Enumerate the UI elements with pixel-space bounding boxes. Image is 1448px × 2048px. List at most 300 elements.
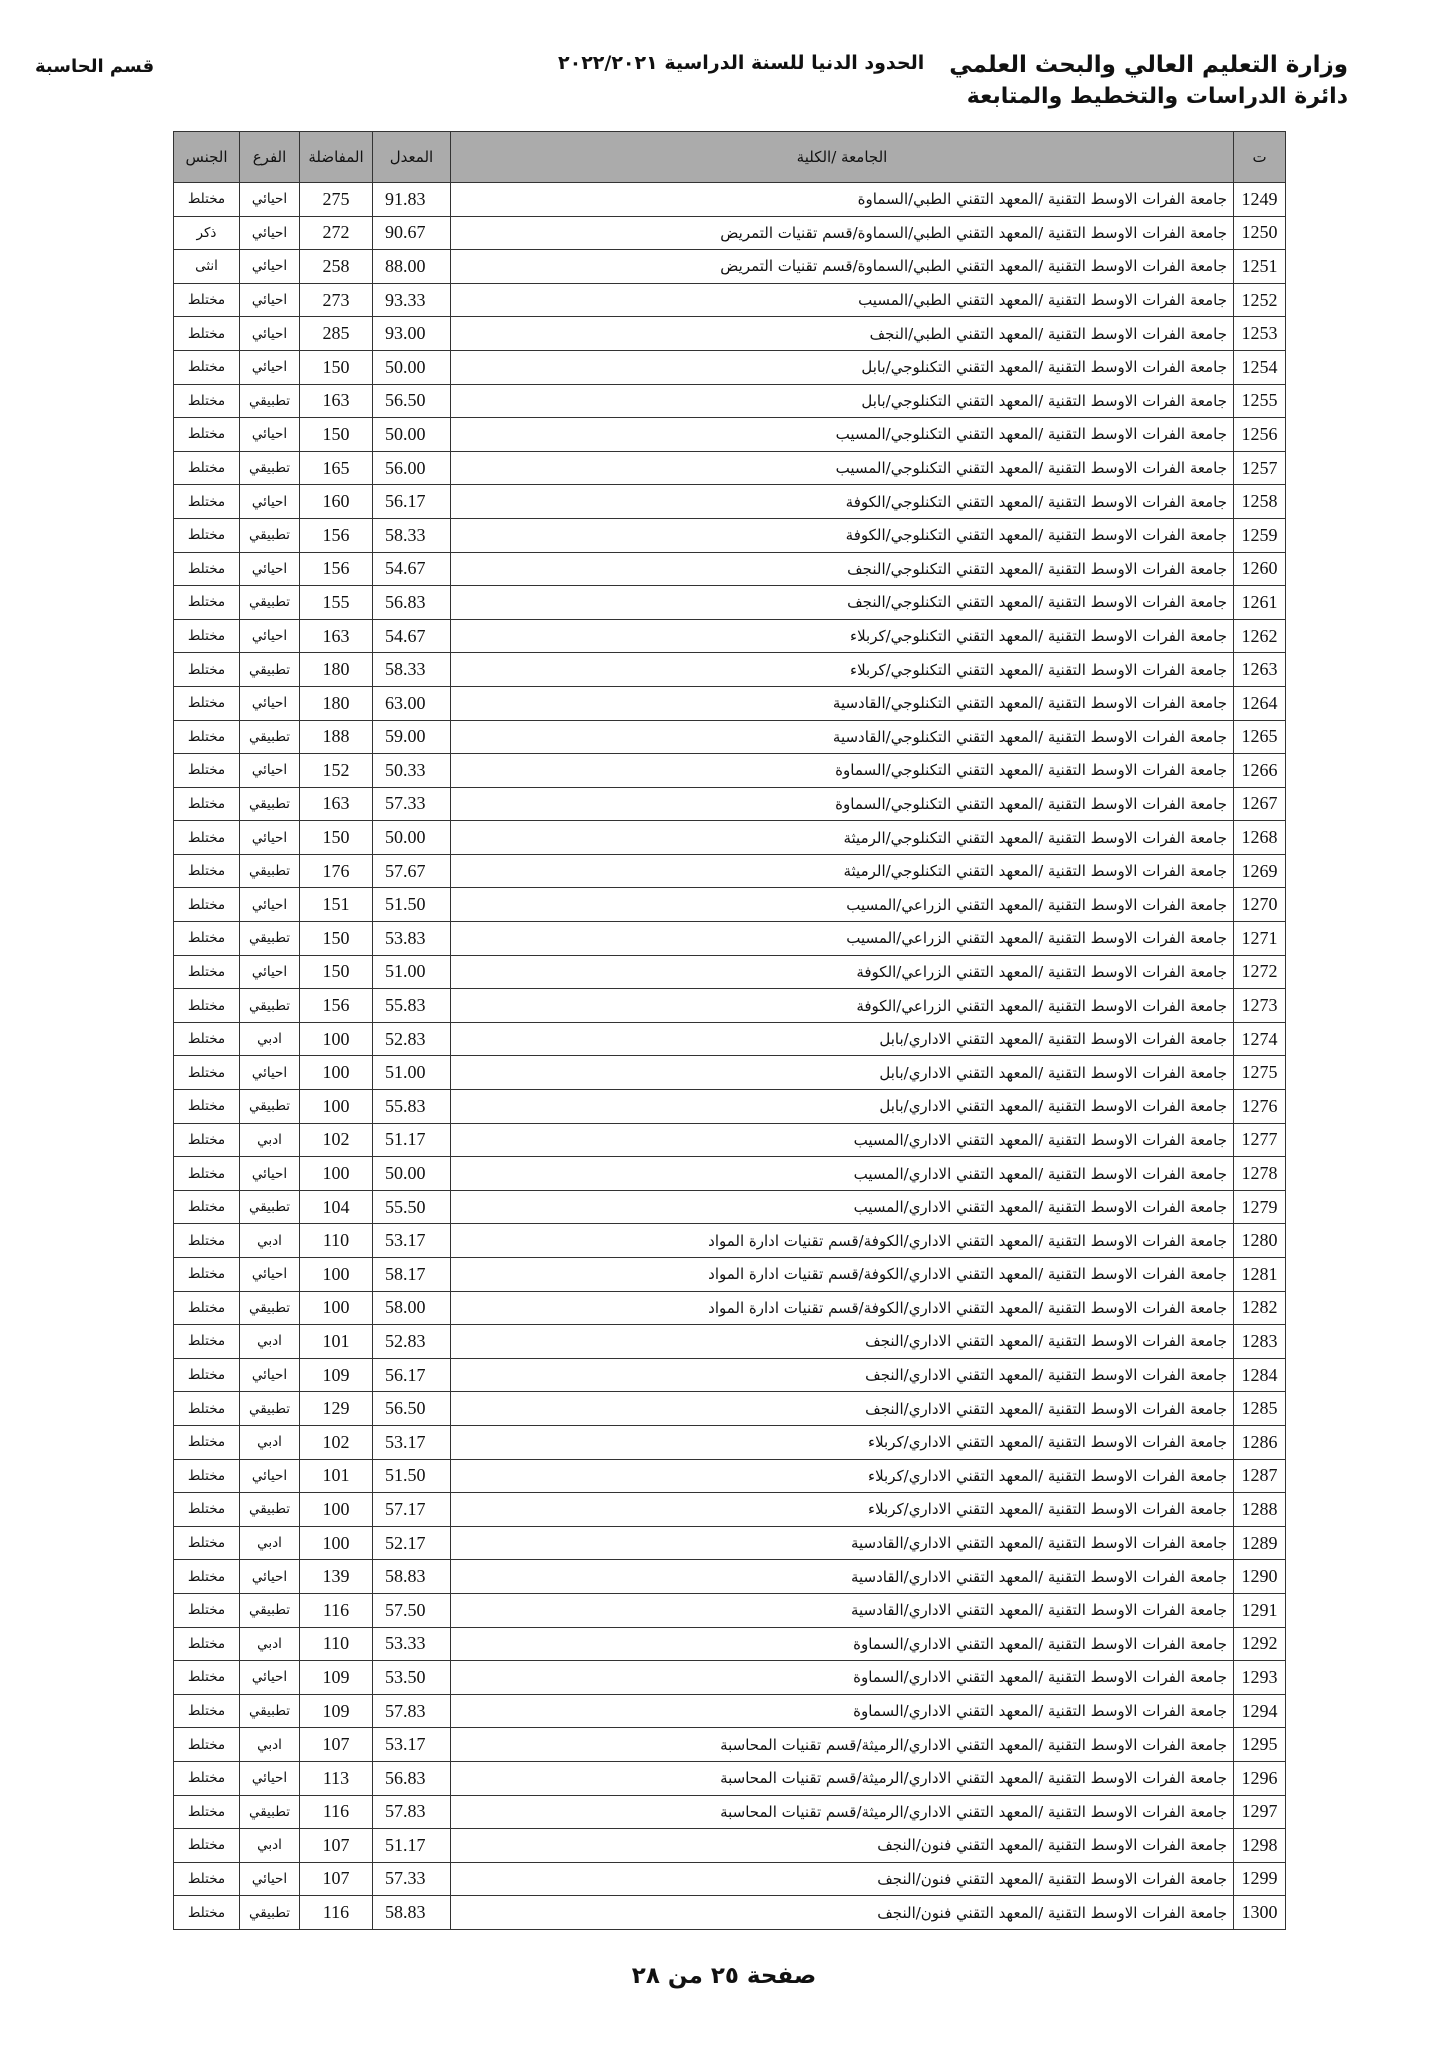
preference-score-cell: 100 xyxy=(300,1157,373,1191)
row-number-cell: 1297 xyxy=(1234,1795,1286,1829)
row-number-cell: 1298 xyxy=(1234,1829,1286,1863)
university-college-cell: جامعة الفرات الاوسط التقنية /المعهد التقني التكنلوجي/السماوة xyxy=(451,754,1234,788)
preference-score-cell: 285 xyxy=(300,317,373,351)
university-college-cell: جامعة الفرات الاوسط التقنية /المعهد التقني التكنلوجي/الرميثة xyxy=(451,821,1234,855)
gender-cell: مختلط xyxy=(174,1795,240,1829)
branch-cell: احيائي xyxy=(240,1661,300,1695)
gender-cell: مختلط xyxy=(174,418,240,452)
table-row xyxy=(174,1493,1286,1527)
row-number-cell: 1266 xyxy=(1234,754,1286,788)
preference-score-cell: 116 xyxy=(300,1896,373,1930)
gender-cell: مختلط xyxy=(174,922,240,956)
preference-score-cell: 163 xyxy=(300,619,373,653)
university-college-cell: جامعة الفرات الاوسط التقنية /المعهد التقني التكنلوجي/القادسية xyxy=(451,720,1234,754)
table-row xyxy=(174,619,1286,653)
university-college-cell: جامعة الفرات الاوسط التقنية /المعهد التقني الاداري/كربلاء xyxy=(451,1459,1234,1493)
average-cell: 57.67 xyxy=(373,854,451,888)
average-cell: 52.17 xyxy=(373,1526,451,1560)
branch-cell: تطبيقي xyxy=(240,922,300,956)
preference-score-cell: 102 xyxy=(300,1425,373,1459)
preference-score-cell: 155 xyxy=(300,586,373,620)
university-college-cell: جامعة الفرات الاوسط التقنية /المعهد التقني الطبي/النجف xyxy=(451,317,1234,351)
table-row xyxy=(174,418,1286,452)
average-cell: 51.17 xyxy=(373,1829,451,1863)
university-college-cell: جامعة الفرات الاوسط التقنية /المعهد التقني التكنلوجي/الكوفة xyxy=(451,485,1234,519)
table-header-row xyxy=(174,132,1286,183)
university-college-cell: جامعة الفرات الاوسط التقنية /المعهد التقني الاداري/النجف xyxy=(451,1325,1234,1359)
university-college-cell: جامعة الفرات الاوسط التقنية /المعهد التقني الاداري/المسيب xyxy=(451,1157,1234,1191)
average-cell: 57.33 xyxy=(373,1862,451,1896)
average-cell: 91.83 xyxy=(373,183,451,217)
row-number-cell: 1283 xyxy=(1234,1325,1286,1359)
preference-score-cell: 156 xyxy=(300,989,373,1023)
average-cell: 56.83 xyxy=(373,586,451,620)
average-cell: 50.00 xyxy=(373,1157,451,1191)
gender-cell: مختلط xyxy=(174,1425,240,1459)
average-cell: 58.00 xyxy=(373,1291,451,1325)
university-college-cell: جامعة الفرات الاوسط التقنية /المعهد التقني التكنلوجي/المسيب xyxy=(451,418,1234,452)
col-header-average: المعدل xyxy=(373,132,451,183)
col-header-preference: المفاضلة xyxy=(300,132,373,183)
table-row xyxy=(174,955,1286,989)
average-cell: 56.00 xyxy=(373,451,451,485)
preference-score-cell: 150 xyxy=(300,922,373,956)
preference-score-cell: 116 xyxy=(300,1593,373,1627)
preference-score-cell: 109 xyxy=(300,1358,373,1392)
row-number-cell: 1250 xyxy=(1234,216,1286,250)
table-row xyxy=(174,1190,1286,1224)
row-number-cell: 1284 xyxy=(1234,1358,1286,1392)
table-row xyxy=(174,1258,1286,1292)
preference-score-cell: 129 xyxy=(300,1392,373,1426)
average-cell: 51.00 xyxy=(373,1056,451,1090)
gender-cell: مختلط xyxy=(174,350,240,384)
branch-cell: احيائي xyxy=(240,821,300,855)
university-college-cell: جامعة الفرات الاوسط التقنية /المعهد التقني فنون/النجف xyxy=(451,1829,1234,1863)
table-row xyxy=(174,989,1286,1023)
preference-score-cell: 100 xyxy=(300,1291,373,1325)
branch-cell: احيائي xyxy=(240,1358,300,1392)
gender-cell: مختلط xyxy=(174,686,240,720)
gender-cell: مختلط xyxy=(174,518,240,552)
row-number-cell: 1262 xyxy=(1234,619,1286,653)
row-number-cell: 1253 xyxy=(1234,317,1286,351)
branch-cell: تطبيقي xyxy=(240,1190,300,1224)
branch-cell: ادبي xyxy=(240,1425,300,1459)
table-row xyxy=(174,1661,1286,1695)
branch-cell: احيائي xyxy=(240,686,300,720)
table-row xyxy=(174,720,1286,754)
preference-score-cell: 100 xyxy=(300,1022,373,1056)
table-row xyxy=(174,451,1286,485)
university-college-cell: جامعة الفرات الاوسط التقنية /المعهد التقني الطبي/السماوة/قسم تقنيات التمريض xyxy=(451,250,1234,284)
gender-cell: مختلط xyxy=(174,1661,240,1695)
branch-cell: تطبيقي xyxy=(240,787,300,821)
university-college-cell: جامعة الفرات الاوسط التقنية /المعهد التقني فنون/النجف xyxy=(451,1862,1234,1896)
gender-cell: مختلط xyxy=(174,317,240,351)
preference-score-cell: 156 xyxy=(300,552,373,586)
gender-cell: مختلط xyxy=(174,1627,240,1661)
gender-cell: مختلط xyxy=(174,1728,240,1762)
branch-cell: احيائي xyxy=(240,1862,300,1896)
branch-cell: احيائي xyxy=(240,1459,300,1493)
table-row xyxy=(174,1425,1286,1459)
average-cell: 54.67 xyxy=(373,619,451,653)
branch-cell: تطبيقي xyxy=(240,1795,300,1829)
preference-score-cell: 180 xyxy=(300,686,373,720)
branch-cell: تطبيقي xyxy=(240,1493,300,1527)
table-row xyxy=(174,1157,1286,1191)
preference-score-cell: 258 xyxy=(300,250,373,284)
university-college-cell: جامعة الفرات الاوسط التقنية /المعهد التقني الاداري/الكوفة/قسم تقنيات ادارة المواد xyxy=(451,1224,1234,1258)
preference-score-cell: 102 xyxy=(300,1123,373,1157)
average-cell: 90.67 xyxy=(373,216,451,250)
average-cell: 57.83 xyxy=(373,1694,451,1728)
preference-score-cell: 101 xyxy=(300,1459,373,1493)
branch-cell: احيائي xyxy=(240,619,300,653)
table-row xyxy=(174,787,1286,821)
average-cell: 56.50 xyxy=(373,384,451,418)
average-cell: 53.50 xyxy=(373,1661,451,1695)
gender-cell: مختلط xyxy=(174,1090,240,1124)
university-college-cell: جامعة الفرات الاوسط التقنية /المعهد التقني الاداري/كربلاء xyxy=(451,1425,1234,1459)
gender-cell: مختلط xyxy=(174,586,240,620)
branch-cell: احيائي xyxy=(240,888,300,922)
gender-cell: مختلط xyxy=(174,1190,240,1224)
university-college-cell: جامعة الفرات الاوسط التقنية /المعهد التقني الاداري/بابل xyxy=(451,1090,1234,1124)
gender-cell: مختلط xyxy=(174,787,240,821)
gender-cell: مختلط xyxy=(174,1459,240,1493)
gender-cell: مختلط xyxy=(174,653,240,687)
average-cell: 51.50 xyxy=(373,1459,451,1493)
gender-cell: مختلط xyxy=(174,955,240,989)
university-college-cell: جامعة الفرات الاوسط التقنية /المعهد التقني التكنلوجي/بابل xyxy=(451,350,1234,384)
table-row xyxy=(174,586,1286,620)
gender-cell: مختلط xyxy=(174,1862,240,1896)
gender-cell: مختلط xyxy=(174,854,240,888)
university-college-cell: جامعة الفرات الاوسط التقنية /المعهد التقني التكنلوجي/كربلاء xyxy=(451,653,1234,687)
university-college-cell: جامعة الفرات الاوسط التقنية /المعهد التقني الاداري/بابل xyxy=(451,1022,1234,1056)
row-number-cell: 1286 xyxy=(1234,1425,1286,1459)
gender-cell: مختلط xyxy=(174,1123,240,1157)
preference-score-cell: 275 xyxy=(300,183,373,217)
gender-cell: مختلط xyxy=(174,552,240,586)
col-header-university: الجامعة /الكلية xyxy=(451,132,1234,183)
university-college-cell: جامعة الفرات الاوسط التقنية /المعهد التقني الزراعي/الكوفة xyxy=(451,955,1234,989)
branch-cell: ادبي xyxy=(240,1224,300,1258)
table-row xyxy=(174,1526,1286,1560)
preference-score-cell: 152 xyxy=(300,754,373,788)
table-row xyxy=(174,1022,1286,1056)
row-number-cell: 1282 xyxy=(1234,1291,1286,1325)
row-number-cell: 1256 xyxy=(1234,418,1286,452)
preference-score-cell: 156 xyxy=(300,518,373,552)
table-row xyxy=(174,754,1286,788)
table-row xyxy=(174,1224,1286,1258)
preference-score-cell: 113 xyxy=(300,1761,373,1795)
row-number-cell: 1294 xyxy=(1234,1694,1286,1728)
preference-score-cell: 110 xyxy=(300,1224,373,1258)
row-number-cell: 1258 xyxy=(1234,485,1286,519)
average-cell: 52.83 xyxy=(373,1022,451,1056)
gender-cell: مختلط xyxy=(174,183,240,217)
university-college-cell: جامعة الفرات الاوسط التقنية /المعهد التقني الاداري/الكوفة/قسم تقنيات ادارة المواد xyxy=(451,1258,1234,1292)
row-number-cell: 1287 xyxy=(1234,1459,1286,1493)
col-header-gender: الجنس xyxy=(174,132,240,183)
university-college-cell: جامعة الفرات الاوسط التقنية /المعهد التقني التكنلوجي/بابل xyxy=(451,384,1234,418)
row-number-cell: 1293 xyxy=(1234,1661,1286,1695)
table-row xyxy=(174,1728,1286,1762)
gender-cell: مختلط xyxy=(174,1526,240,1560)
row-number-cell: 1300 xyxy=(1234,1896,1286,1930)
average-cell: 53.83 xyxy=(373,922,451,956)
university-college-cell: جامعة الفرات الاوسط التقنية /المعهد التقني فنون/النجف xyxy=(451,1896,1234,1930)
gender-cell: انثى xyxy=(174,250,240,284)
preference-score-cell: 101 xyxy=(300,1325,373,1359)
average-cell: 57.17 xyxy=(373,1493,451,1527)
table-row xyxy=(174,1123,1286,1157)
preference-score-cell: 273 xyxy=(300,283,373,317)
average-cell: 56.17 xyxy=(373,485,451,519)
preference-score-cell: 176 xyxy=(300,854,373,888)
university-college-cell: جامعة الفرات الاوسط التقنية /المعهد التقني الاداري/القادسية xyxy=(451,1526,1234,1560)
average-cell: 56.17 xyxy=(373,1358,451,1392)
preference-score-cell: 151 xyxy=(300,888,373,922)
branch-cell: احيائي xyxy=(240,1258,300,1292)
average-cell: 54.67 xyxy=(373,552,451,586)
university-college-cell: جامعة الفرات الاوسط التقنية /المعهد التقني الطبي/السماوة/قسم تقنيات التمريض xyxy=(451,216,1234,250)
gender-cell: مختلط xyxy=(174,888,240,922)
row-number-cell: 1277 xyxy=(1234,1123,1286,1157)
table-row xyxy=(174,1627,1286,1661)
branch-cell: احيائي xyxy=(240,1056,300,1090)
average-cell: 52.83 xyxy=(373,1325,451,1359)
table-row xyxy=(174,1761,1286,1795)
gender-cell: مختلط xyxy=(174,283,240,317)
table-row xyxy=(174,888,1286,922)
gender-cell: مختلط xyxy=(174,384,240,418)
row-number-cell: 1291 xyxy=(1234,1593,1286,1627)
university-college-cell: جامعة الفرات الاوسط التقنية /المعهد التقني الزراعي/المسيب xyxy=(451,922,1234,956)
row-number-cell: 1255 xyxy=(1234,384,1286,418)
preference-score-cell: 107 xyxy=(300,1829,373,1863)
average-cell: 53.17 xyxy=(373,1224,451,1258)
branch-cell: تطبيقي xyxy=(240,653,300,687)
average-cell: 51.17 xyxy=(373,1123,451,1157)
row-number-cell: 1288 xyxy=(1234,1493,1286,1527)
branch-cell: ادبي xyxy=(240,1123,300,1157)
university-college-cell: جامعة الفرات الاوسط التقنية /المعهد التقني الاداري/بابل xyxy=(451,1056,1234,1090)
average-cell: 57.83 xyxy=(373,1795,451,1829)
average-cell: 58.83 xyxy=(373,1560,451,1594)
university-college-cell: جامعة الفرات الاوسط التقنية /المعهد التقني الاداري/الرميثة/قسم تقنيات المحاسبة xyxy=(451,1728,1234,1762)
branch-cell: تطبيقي xyxy=(240,1694,300,1728)
document-title: الحدود الدنيا للسنة الدراسية ٢٠٢٢/٢٠٢١ xyxy=(558,52,925,74)
preference-score-cell: 180 xyxy=(300,653,373,687)
gender-cell: مختلط xyxy=(174,754,240,788)
branch-cell: احيائي xyxy=(240,250,300,284)
gender-cell: مختلط xyxy=(174,1560,240,1594)
university-college-cell: جامعة الفرات الاوسط التقنية /المعهد التقني التكنلوجي/كربلاء xyxy=(451,619,1234,653)
row-number-cell: 1265 xyxy=(1234,720,1286,754)
branch-cell: احيائي xyxy=(240,485,300,519)
gender-cell: مختلط xyxy=(174,1829,240,1863)
preference-score-cell: 150 xyxy=(300,955,373,989)
average-cell: 50.00 xyxy=(373,418,451,452)
university-college-cell: جامعة الفرات الاوسط التقنية /المعهد التقني التكنلوجي/النجف xyxy=(451,586,1234,620)
table-row xyxy=(174,1795,1286,1829)
gender-cell: مختلط xyxy=(174,1022,240,1056)
table-row xyxy=(174,518,1286,552)
preference-score-cell: 163 xyxy=(300,384,373,418)
table-body xyxy=(174,183,1286,1930)
preference-score-cell: 104 xyxy=(300,1190,373,1224)
average-cell: 53.33 xyxy=(373,1627,451,1661)
row-number-cell: 1252 xyxy=(1234,283,1286,317)
ministry-title: وزارة التعليم العالي والبحث العلمي xyxy=(949,52,1348,78)
preference-score-cell: 109 xyxy=(300,1694,373,1728)
row-number-cell: 1249 xyxy=(1234,183,1286,217)
row-number-cell: 1299 xyxy=(1234,1862,1286,1896)
row-number-cell: 1251 xyxy=(1234,250,1286,284)
average-cell: 93.00 xyxy=(373,317,451,351)
table-row xyxy=(174,317,1286,351)
branch-cell: تطبيقي xyxy=(240,720,300,754)
average-cell: 50.00 xyxy=(373,350,451,384)
university-college-cell: جامعة الفرات الاوسط التقنية /المعهد التقني الزراعي/المسيب xyxy=(451,888,1234,922)
table-row xyxy=(174,922,1286,956)
row-number-cell: 1281 xyxy=(1234,1258,1286,1292)
preference-score-cell: 160 xyxy=(300,485,373,519)
gender-cell: مختلط xyxy=(174,619,240,653)
table-row xyxy=(174,653,1286,687)
table-row xyxy=(174,485,1286,519)
table-row xyxy=(174,1392,1286,1426)
gender-cell: مختلط xyxy=(174,1392,240,1426)
table-row xyxy=(174,854,1286,888)
average-cell: 58.33 xyxy=(373,518,451,552)
row-number-cell: 1275 xyxy=(1234,1056,1286,1090)
row-number-cell: 1271 xyxy=(1234,922,1286,956)
row-number-cell: 1263 xyxy=(1234,653,1286,687)
average-cell: 58.33 xyxy=(373,653,451,687)
university-college-cell: جامعة الفرات الاوسط التقنية /المعهد التقني الاداري/القادسية xyxy=(451,1593,1234,1627)
branch-cell: احيائي xyxy=(240,317,300,351)
table-row xyxy=(174,1325,1286,1359)
average-cell: 57.33 xyxy=(373,787,451,821)
university-college-cell: جامعة الفرات الاوسط التقنية /المعهد التقني الاداري/المسيب xyxy=(451,1123,1234,1157)
average-cell: 55.83 xyxy=(373,989,451,1023)
row-number-cell: 1290 xyxy=(1234,1560,1286,1594)
row-number-cell: 1268 xyxy=(1234,821,1286,855)
preference-score-cell: 107 xyxy=(300,1862,373,1896)
preference-score-cell: 107 xyxy=(300,1728,373,1762)
average-cell: 57.50 xyxy=(373,1593,451,1627)
row-number-cell: 1270 xyxy=(1234,888,1286,922)
branch-cell: ادبي xyxy=(240,1022,300,1056)
branch-cell: احيائي xyxy=(240,1157,300,1191)
preference-score-cell: 116 xyxy=(300,1795,373,1829)
gender-cell: مختلط xyxy=(174,485,240,519)
row-number-cell: 1274 xyxy=(1234,1022,1286,1056)
gender-cell: ذكر xyxy=(174,216,240,250)
table-row xyxy=(174,350,1286,384)
average-cell: 59.00 xyxy=(373,720,451,754)
gender-cell: مختلط xyxy=(174,821,240,855)
preference-score-cell: 163 xyxy=(300,787,373,821)
university-college-cell: جامعة الفرات الاوسط التقنية /المعهد التقني الزراعي/الكوفة xyxy=(451,989,1234,1023)
branch-cell: احيائي xyxy=(240,1560,300,1594)
average-cell: 51.00 xyxy=(373,955,451,989)
preference-score-cell: 100 xyxy=(300,1090,373,1124)
average-cell: 56.83 xyxy=(373,1761,451,1795)
row-number-cell: 1272 xyxy=(1234,955,1286,989)
branch-cell: احيائي xyxy=(240,350,300,384)
university-college-cell: جامعة الفرات الاوسط التقنية /المعهد التقني الاداري/النجف xyxy=(451,1358,1234,1392)
university-college-cell: جامعة الفرات الاوسط التقنية /المعهد التقني التكنلوجي/المسيب xyxy=(451,451,1234,485)
row-number-cell: 1264 xyxy=(1234,686,1286,720)
row-number-cell: 1295 xyxy=(1234,1728,1286,1762)
preference-score-cell: 100 xyxy=(300,1526,373,1560)
gender-cell: مختلط xyxy=(174,1157,240,1191)
table-row xyxy=(174,1829,1286,1863)
average-cell: 51.50 xyxy=(373,888,451,922)
table-row xyxy=(174,686,1286,720)
university-college-cell: جامعة الفرات الاوسط التقنية /المعهد التقني الطبي/السماوة xyxy=(451,183,1234,217)
row-number-cell: 1259 xyxy=(1234,518,1286,552)
average-cell: 50.00 xyxy=(373,821,451,855)
row-number-cell: 1278 xyxy=(1234,1157,1286,1191)
average-cell: 58.83 xyxy=(373,1896,451,1930)
admission-table xyxy=(173,131,1285,1930)
table-row xyxy=(174,1593,1286,1627)
branch-cell: تطبيقي xyxy=(240,854,300,888)
average-cell: 50.33 xyxy=(373,754,451,788)
col-header-number: ت xyxy=(1234,132,1286,183)
row-number-cell: 1280 xyxy=(1234,1224,1286,1258)
preference-score-cell: 150 xyxy=(300,350,373,384)
preference-score-cell: 109 xyxy=(300,1661,373,1695)
preference-score-cell: 165 xyxy=(300,451,373,485)
branch-cell: تطبيقي xyxy=(240,1090,300,1124)
row-number-cell: 1279 xyxy=(1234,1190,1286,1224)
average-cell: 93.33 xyxy=(373,283,451,317)
university-college-cell: جامعة الفرات الاوسط التقنية /المعهد التقني الاداري/الرميثة/قسم تقنيات المحاسبة xyxy=(451,1795,1234,1829)
university-college-cell: جامعة الفرات الاوسط التقنية /المعهد التقني الاداري/المسيب xyxy=(451,1190,1234,1224)
average-cell: 58.17 xyxy=(373,1258,451,1292)
branch-cell: ادبي xyxy=(240,1728,300,1762)
row-number-cell: 1267 xyxy=(1234,787,1286,821)
university-college-cell: جامعة الفرات الاوسط التقنية /المعهد التقني الاداري/السماوة xyxy=(451,1661,1234,1695)
gender-cell: مختلط xyxy=(174,1358,240,1392)
row-number-cell: 1296 xyxy=(1234,1761,1286,1795)
gender-cell: مختلط xyxy=(174,989,240,1023)
preference-score-cell: 110 xyxy=(300,1627,373,1661)
row-number-cell: 1285 xyxy=(1234,1392,1286,1426)
gender-cell: مختلط xyxy=(174,1224,240,1258)
table-row xyxy=(174,1459,1286,1493)
table-row xyxy=(174,250,1286,284)
branch-cell: تطبيقي xyxy=(240,1291,300,1325)
branch-cell: احيائي xyxy=(240,418,300,452)
university-college-cell: جامعة الفرات الاوسط التقنية /المعهد التقني الطبي/المسيب xyxy=(451,283,1234,317)
row-number-cell: 1273 xyxy=(1234,989,1286,1023)
branch-cell: تطبيقي xyxy=(240,451,300,485)
gender-cell: مختلط xyxy=(174,1761,240,1795)
branch-cell: تطبيقي xyxy=(240,384,300,418)
average-cell: 55.83 xyxy=(373,1090,451,1124)
university-college-cell: جامعة الفرات الاوسط التقنية /المعهد التقني الاداري/السماوة xyxy=(451,1694,1234,1728)
